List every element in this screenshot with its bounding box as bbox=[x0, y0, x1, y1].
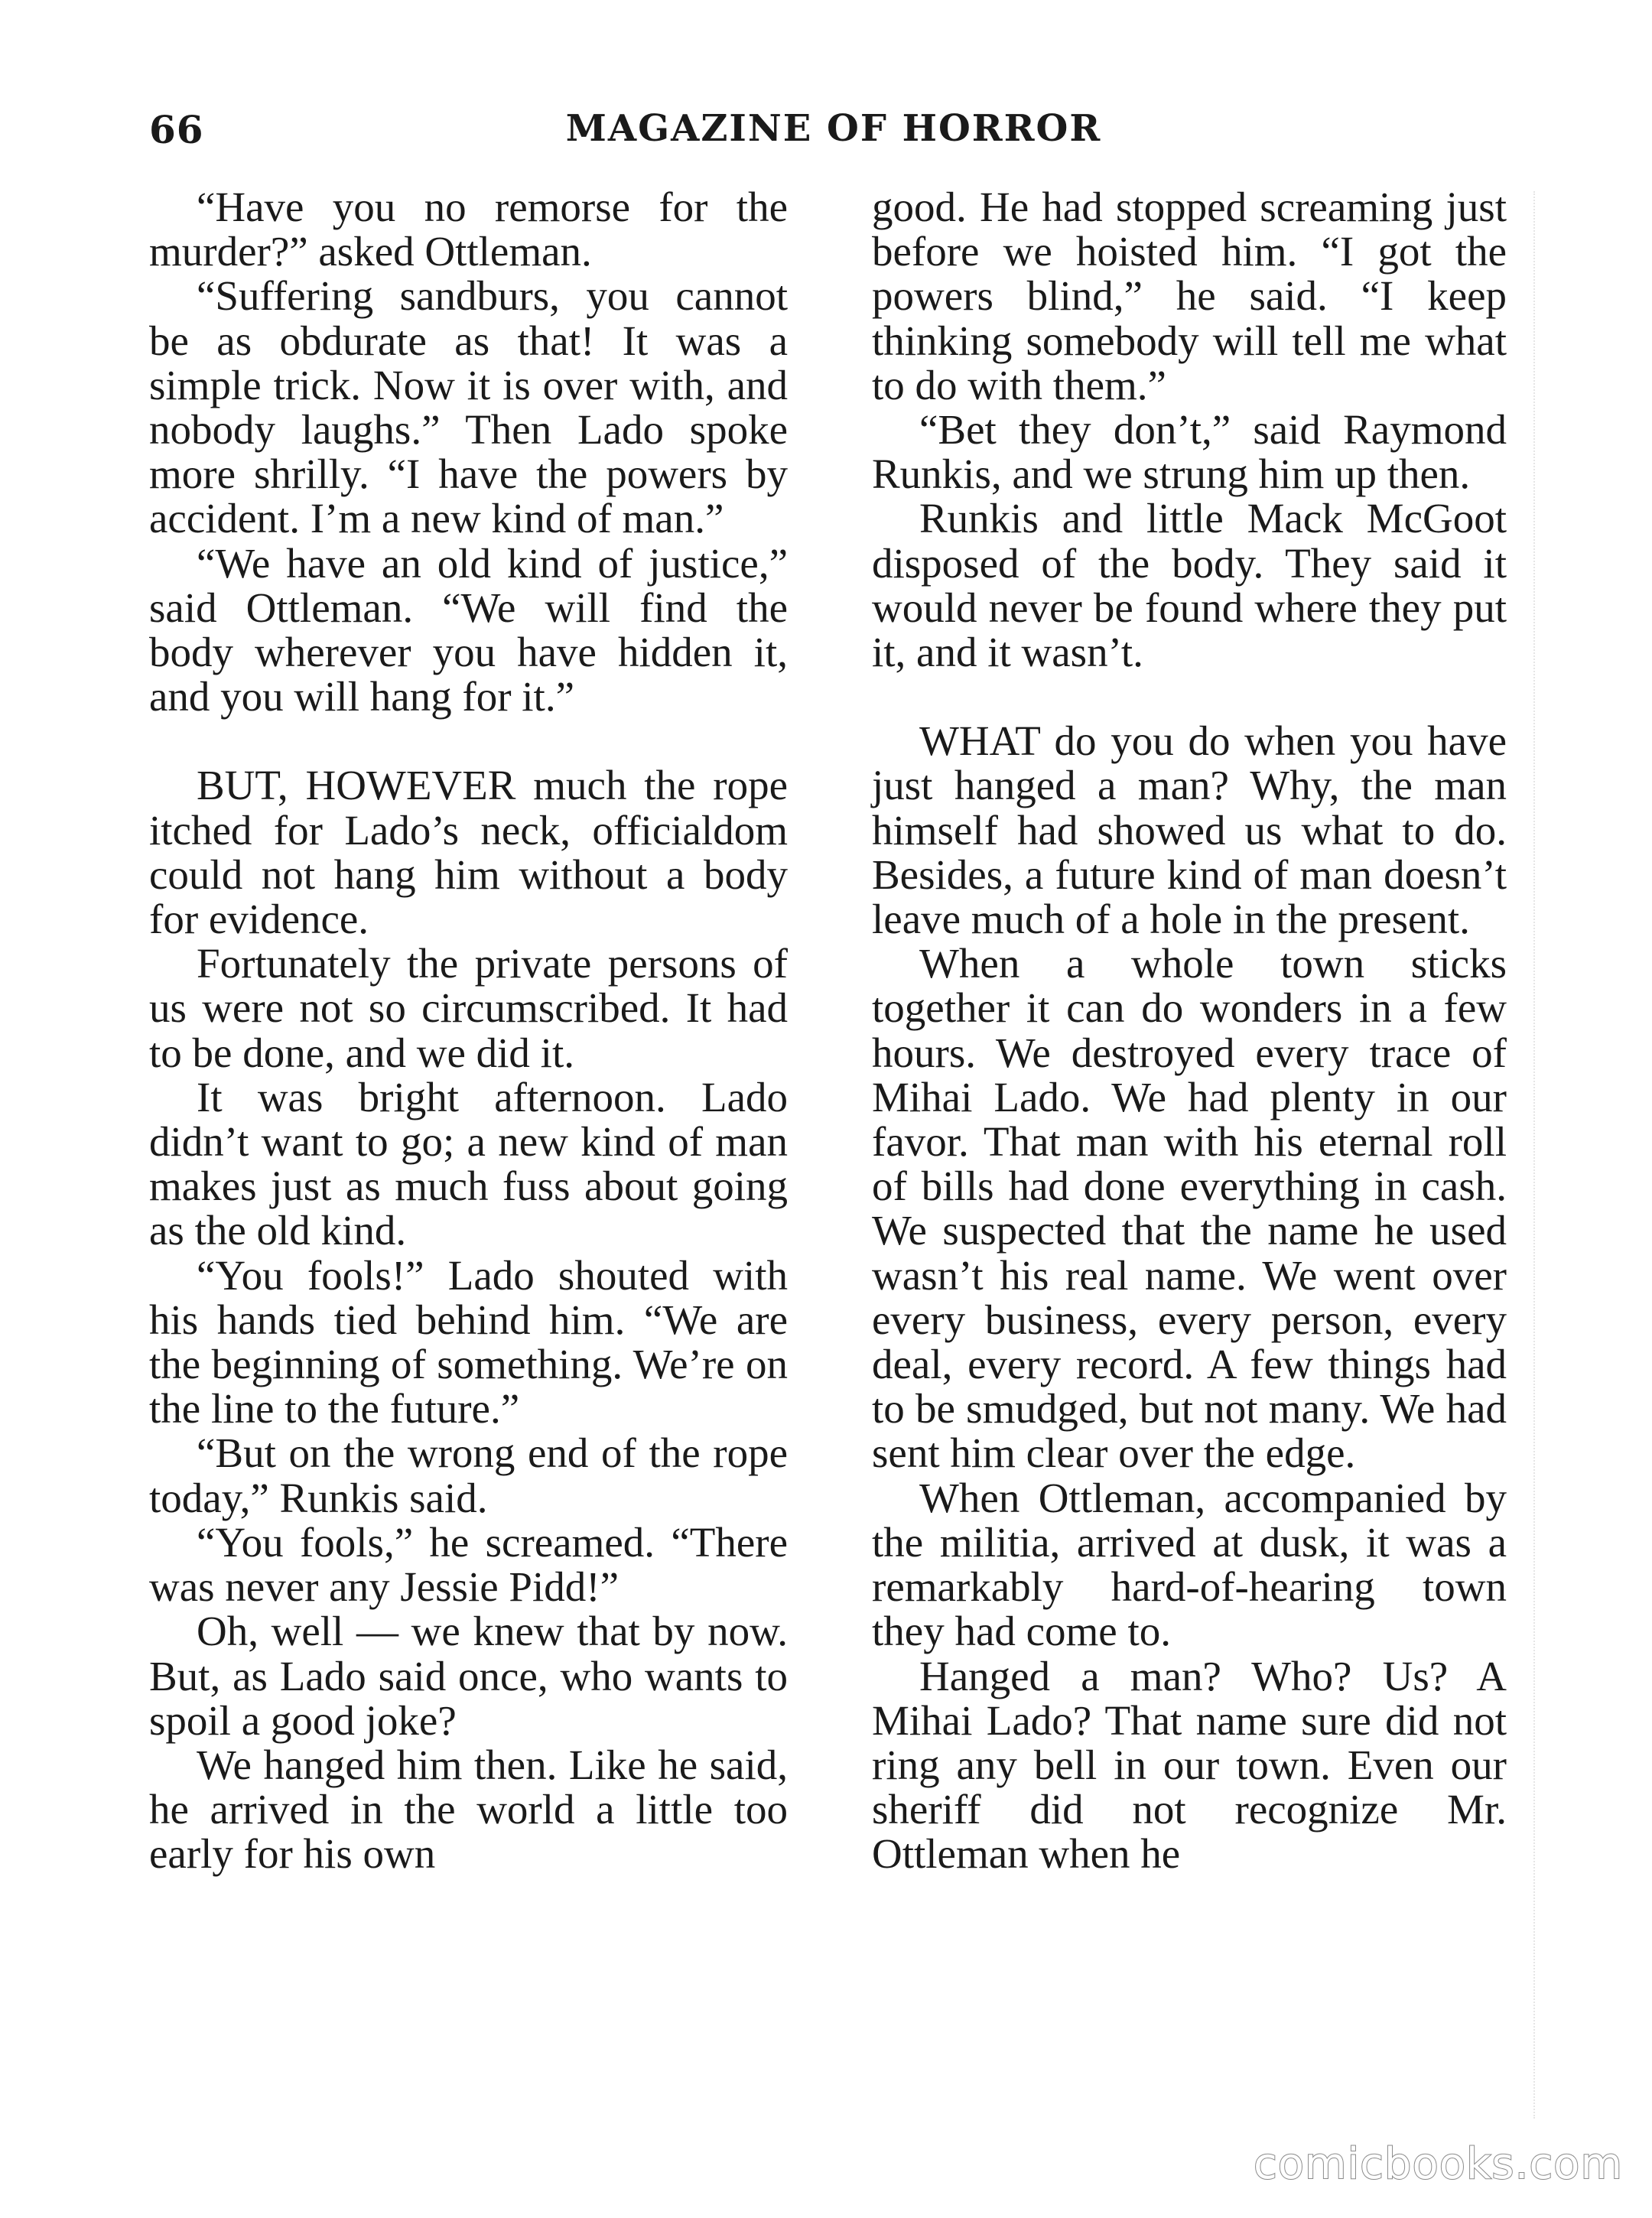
paragraph: BUT, HOWEVER much the rope itched for Lado’s neck, officialdom could not hang him without a body for evidence. bbox=[149, 762, 788, 943]
page-edge-artifact bbox=[1518, 191, 1535, 2119]
paragraph: When a whole town sticks together it can do wonders in a few hours. We destroyed every trace of Mihai Lado. We had plenty in our favor. That man with his eternal roll of bills had done everything in cash. We suspected that the name he used wasn’t his real name. We went over every business, every person, every deal, every record. A few things had to be smudged, but not many. We had sent him clear over the edge. bbox=[872, 940, 1507, 1477]
paragraph: Hanged a man? Who? Us? A Mihai Lado? That name sure did not ring any bell in our town. Even our sheriff did not recognize Mr. Ottleman when he bbox=[872, 1652, 1507, 1878]
page-number: 66 bbox=[149, 107, 204, 152]
running-head: MAGAZINE OF HORROR bbox=[565, 107, 1102, 150]
paragraph: “Suffering sandburs, you cannot be as obdurate as that! It was a simple trick. Now it is over with, and nobody laughs.” Then Lado spoke more shrilly. “I have the powers by accident. I’m a new kind of man.” bbox=[149, 272, 788, 542]
paragraph: “Have you no remorse for the murder?” asked Ottleman. bbox=[149, 184, 788, 275]
paragraph: “You fools,” he screamed. “There was never any Jessie Pidd!” bbox=[149, 1518, 788, 1611]
paragraph: Runkis and little Mack McGoot disposed of the body. They said it would never be found where they put it, and it wasn’t. bbox=[872, 495, 1507, 676]
paragraph: Fortunately the private persons of us were not so circumscribed. It had to be done, and we did it. bbox=[149, 940, 788, 1076]
paragraph: WHAT do you do when you have just hanged a man? Why, the man himself had showed us what to do. Besides, a future kind of man doesn’t leave much of a hole in the present. bbox=[872, 717, 1507, 943]
watermark: comicbooks.com bbox=[1253, 2139, 1623, 2189]
paragraph: good. He had stopped screaming just before we hoisted him. “I got the powers blind,” he said. “I keep thinking somebody will tell me what to do with them.” bbox=[872, 184, 1507, 408]
paragraph: “You fools!” Lado shouted with his hands tied behind him. “We are the beginning of something. We’re on the line to the future.” bbox=[149, 1251, 788, 1433]
paragraph: We hanged him then. Like he said, he arrived in the world a little too early for his own bbox=[149, 1741, 788, 1878]
left-text-column bbox=[149, 185, 788, 1877]
paragraph: When Ottleman, accompanied by the militia, arrived at dusk, it was a remarkably hard-of-hearing town they had come to. bbox=[872, 1474, 1507, 1655]
paragraph: Oh, well — we knew that by now. But, as Lado said once, who wants to spoil a good joke? bbox=[149, 1608, 788, 1744]
paragraph: “Bet they don’t,” said Raymond Runkis, and we strung him up then. bbox=[872, 406, 1507, 498]
paragraph: It was bright afternoon. Lado didn’t want to go; a new kind of man makes just as much fuss about going as the old kind. bbox=[149, 1073, 788, 1254]
paragraph: “But on the wrong end of the rope today,” Runkis said. bbox=[149, 1429, 788, 1521]
right-text-column bbox=[872, 185, 1507, 1877]
page-header bbox=[0, 107, 1652, 168]
paragraph: “We have an old kind of justice,” said Ottleman. “We will find the body wherever you have hidden it, and you will hang for it.” bbox=[149, 539, 788, 720]
